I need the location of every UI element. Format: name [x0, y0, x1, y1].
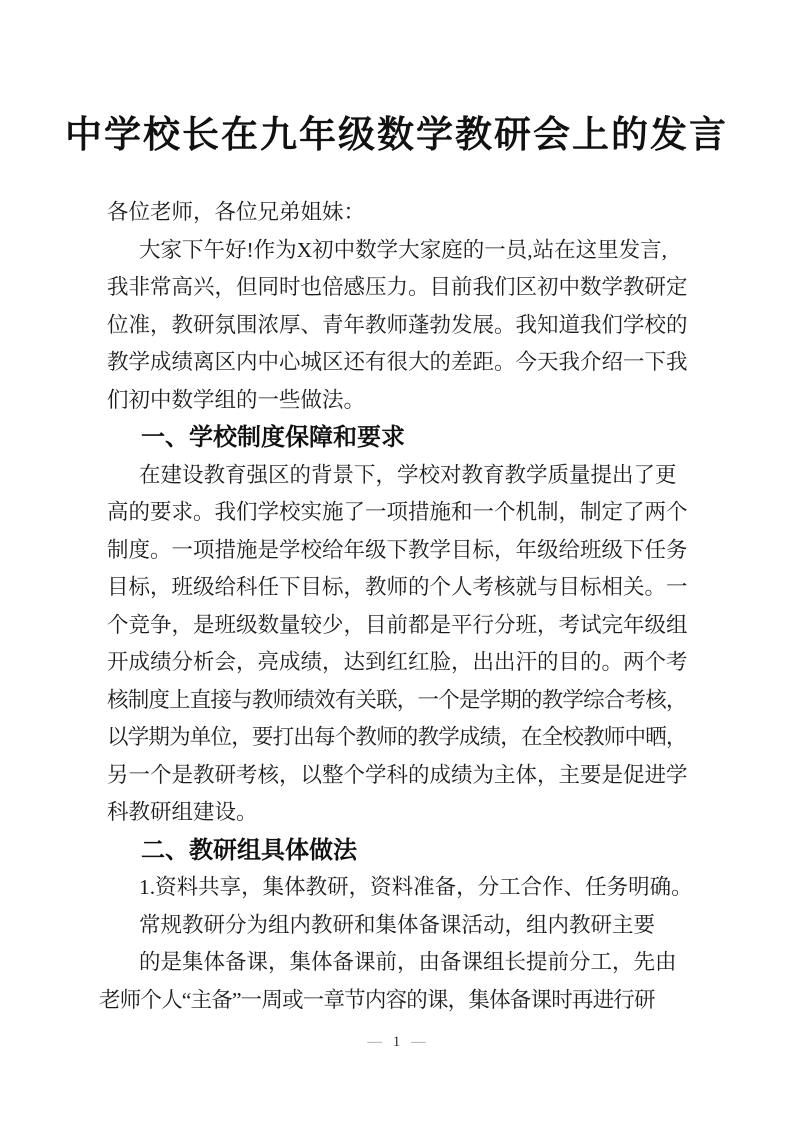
text-line: 大家下午好!作为X初中数学大家庭的一员,站在这里发言,: [139, 237, 667, 262]
document-body: [99, 194, 693, 1019]
section-heading-1: 一、学校制度保障和要求: [141, 424, 405, 451]
footer-dash-left: —: [367, 1034, 382, 1050]
text-line: 另一个是教研考核，以整个学科的成绩为主体，主要是促进学: [107, 762, 688, 787]
text-line: 的是集体备课，集体备课前，由备课组长提前分工，先由: [139, 950, 677, 974]
footer-dash-right: —: [411, 1034, 426, 1050]
text-line: 个竞争，是班级数量较少，目前都是平行分班，考试完年级组: [107, 612, 688, 637]
text-line: 我非常高兴，但同时也倍感压力。目前我们区初中数学教研定: [107, 275, 688, 299]
text-line: 制度。一项措施是学校给年级下教学目标，年级给班级下任务: [107, 537, 688, 562]
text-line: 科教研组建设。: [107, 800, 258, 824]
salutation-line: 各位老师，各位兄弟姐妹：: [107, 200, 366, 224]
text-line: 位准，教研氛围浓厚、青年教师蓬勃发展。我知道我们学校的: [107, 312, 688, 337]
section-heading-2: 二、教研组具体做法: [141, 836, 357, 864]
text-line: 以学期为单位，要打出每个教师的教学成绩，在全校教师中晒，: [107, 725, 687, 749]
text-line: 核制度上直接与教师绩效有关联，一个是学期的教学综合考核，: [107, 687, 687, 712]
page-number: 1: [392, 1034, 401, 1050]
text-line: 高的要求。我们学校实施了一项措施和一个机制，制定了两个: [107, 500, 688, 524]
text-line: 目标，班级给科任下目标，教师的个人考核就与目标相关。一: [107, 575, 688, 599]
text-line: 教学成绩离区内中心城区还有很大的差距。今天我介绍一下我: [107, 350, 688, 374]
text-line: 开成绩分析会，亮成绩，达到红红脸，出出汗的目的。两个考: [107, 650, 688, 674]
document-title: [0, 104, 793, 158]
text-line: 老师个人“主备”一周或一章节内容的课，集体备课时再进行研: [99, 987, 655, 1012]
text-line: 们初中数学组的一些做法。: [107, 387, 366, 412]
text-line: 在建设教育强区的背景下，学校对教育教学质量提出了更: [139, 462, 677, 487]
document-title-text: 中学校长在九年级数学教研会上的发言: [65, 115, 728, 156]
text-line: 常规教研分为组内教研和集体备课活动，组内教研主要: [139, 912, 656, 937]
list-item-line: 1.资料共享，集体教研，资料准备，分工合作、任务明确。: [139, 875, 693, 899]
page-footer: [0, 1031, 793, 1053]
